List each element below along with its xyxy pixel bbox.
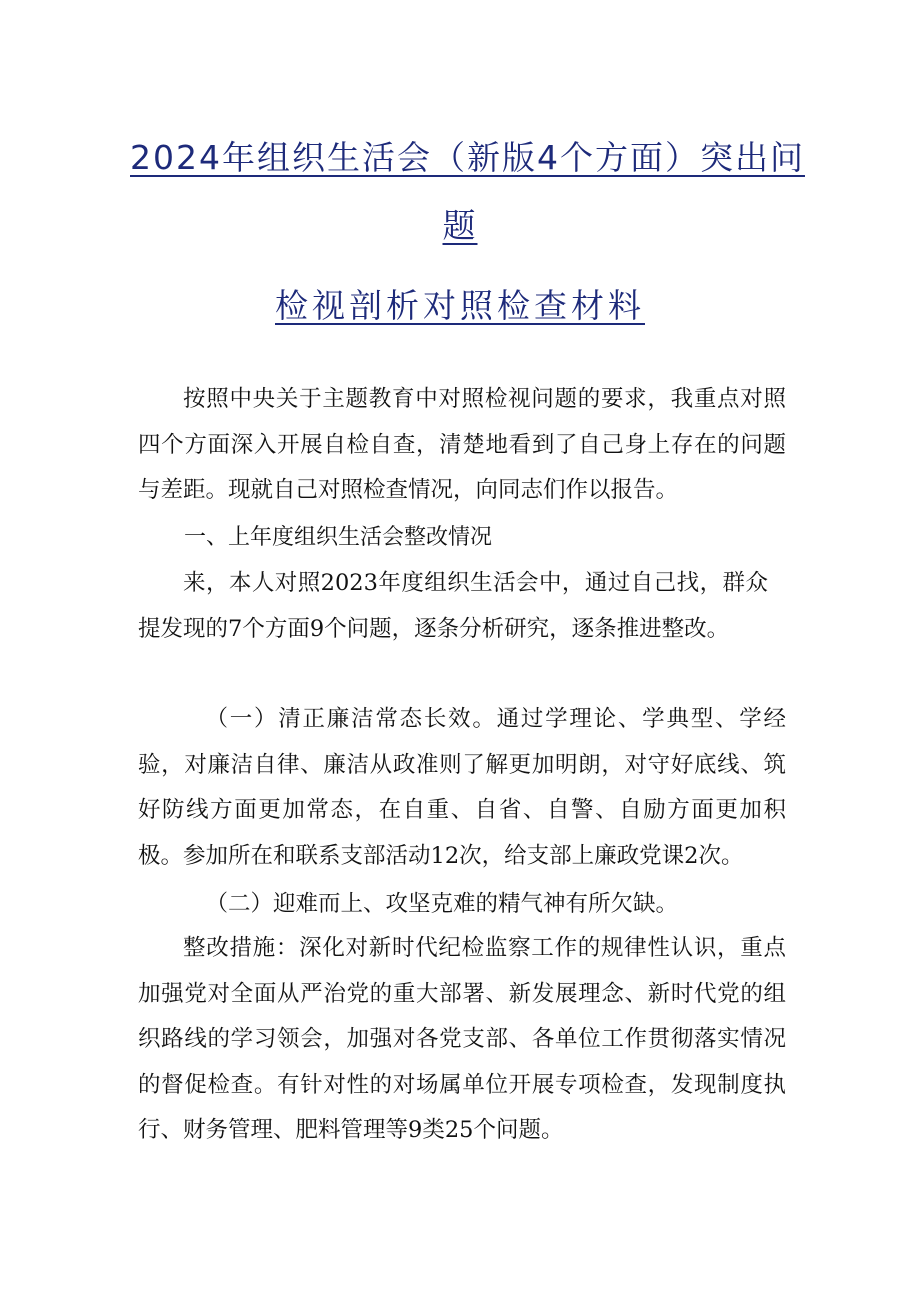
item-2-measures-paragraph: 整改措施：深化对新时代纪检监察工作的规律性认识，重点加强党对全面从严治党的重大部署、新发展理念、新时代党的组织路线的学习领会，加强对各党支部、各单位工作贯彻落实情况的督促检查。有针对性的对场属单位开展专项检查，发现制度执行、财务管理、肥料管理等9类25个问题。 <box>138 935 786 1143</box>
title-line-3: 检视剖析对照检查材料 <box>275 286 645 325</box>
title-line-1: 2024年组织生活会（新版4个方面）突出问 <box>130 138 805 177</box>
section-1-heading: 一、上年度组织生活会整改情况 <box>184 525 493 550</box>
section-1-paragraph: 来，本人对照2023年度组织生活会中，通过自己找，群众提发现的7个方面9个问题，逐条分析研究，逐条推进整改。 <box>138 570 768 642</box>
intro-paragraph: 按照中央关于主题教育中对照检视问题的要求，我重点对照四个方面深入开展自检自查，清楚地看到了自己身上存在的问题与差距。现就自己对照检查情况，向同志们作以报告。 <box>138 386 786 503</box>
item-2-heading: （二）迎难而上、攻坚克难的精气神有所欠缺。 <box>205 891 679 917</box>
title-line-2: 题 <box>442 206 478 245</box>
item-1-paragraph: （一）清正廉洁常态长效。通过学理论、学典型、学经验，对廉洁自律、廉洁从政准则了解更加明朗，对守好底线、筑好防线方面更加常态，在自重、自省、自警、自励方面更加积极。参加所在和联系支部活动12次，给支部上廉政党课2次。 <box>138 706 786 869</box>
